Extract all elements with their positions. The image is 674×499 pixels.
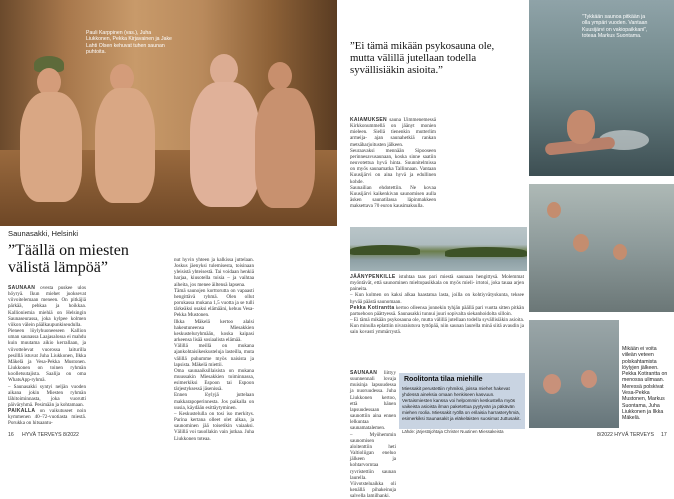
paragraph: Tämä saunojen korttorutta on vapaasti hengittävä ryhmä. Olen ollut porukassa mukana 1,5 vuotta ja se tulli tärkeäksi osaksi elämääni, kehuu Vesa-Pekka Mustonen.: [174, 287, 254, 319]
text-column-2: [174, 257, 254, 442]
paragraph: nut hyvin yhteen ja kalkissa juttelaan. Joskus jäenyksi tulemisesta, toisinaan yleisistä yhteisestä. Tai voidaan henkiä harjaa, kiusotella toisia – ja vaihtaa aiheita, jos menee äiltensä lapsena.: [174, 257, 254, 288]
paragraph: – Ei tämä mikään psykosauna ole, mutta välillä jutellaan todella syvällisiäkin asioita. Kun minulla eplattiin nivaraiutuva tyttöpää, niin saunan laurella minä siitä avaudin ja sain kovasti ymmärrystä.: [350, 317, 524, 336]
paragraph: SAUNAAN liittyy suunnennali lovaja muisinja lapsuudessa ja nuoruudessa. Juha Liukkonen kertoo, että hänen lapsuudessaan saunottiin aina ennen lelkuntaa saunamatalemen.: [350, 370, 396, 432]
info-box-title: Roolitonta tilaa miehille: [404, 376, 483, 383]
paragraph: Ilkka Mäkelä kertoo alalsi hakeutuneensa Miesakkien keskusteluryhmään, koska kaipasi arkeensa lisää sosiaalista elämää.: [174, 318, 254, 344]
paragraph: Ennen löylyjä juttelaan makkarapoperinnesta. Jos paikalla on uusia, käydään esittäytyminen.: [174, 392, 254, 411]
text-column-5: [350, 370, 396, 499]
text-column-3: [350, 117, 436, 225]
sauna-photo-caption: Pauli Karppinen (vas.), Juha Liukkonen, Pekka Kirjavainen ja Jake Lahti Olsen kehuvat tuhen saunan puhtoita.: [86, 30, 172, 56]
paragraph: SAUNAAN ovesta puskee ulos höyryä. Ikun miehet juoksevat viivoitelemaan meneen. On pitkäjiä pärkää, pehkaa ja hoikkaa. Kallioniemia miehiä on Helsingin Saunaseurassa, joka kylpee kolmen viikon välein päälkaupunkiseudulla.: [8, 285, 86, 328]
paragraph: KAIAMUKSEN sauna Uimmenemessä Kirkkonummellä on jäänyt monien mieleen. Siellä tienenkin mutterlim armeija- ajan saunahetkiä rankan metsäharjoitusten jälkeen.: [350, 117, 436, 148]
article-headline: ”Täällä on miesten välistä lämpöä”: [8, 242, 129, 276]
paragraph: Oma saunaaiksillaisista on mukana muussakin Miesakkien toiminnassa, esimerkiksi Espoon tai Espoon tärjestyksessä jäsenissä.: [174, 367, 254, 393]
page-number-left: 16: [8, 432, 14, 438]
pull-quote: ”Ei tämä mikään psykosauna ole, mutta välillä jutellaan todella syvällisiäkin asioita.”: [350, 40, 495, 77]
paragraph: PAIKALLA on vaikutuseet noin kymmenen 40–72-vuotiasta miestä. Porukka on hitsaantu-: [8, 408, 86, 427]
info-box-source: Lähde: järjestöjohtaja Christer Nuutinen Miessakeista: [402, 429, 504, 434]
text-column-4: [350, 274, 524, 368]
paragraph: Seuraavaksi mennään Sipooseen perinnesavusaunaan, koska sinne saatiin neuvotettua hyvä hinta. Suunnitelmissa on myös saunamatka Tallinnaan. Vantaan Kuusijärvi on aina hyvä ja edullinen kohde.: [350, 147, 436, 185]
text-column-2b: [258, 257, 334, 435]
magazine-footer-right: 8/2022 HYVÄ TERVEYS: [597, 432, 654, 438]
paragraph: Pekka Kotirantta kertoo olleensa jonnekin tyhjän päällä pari vuotta sitten pitkän partuehoon päättyessä. Saunasakki tunnui juuri sopivalta siekanhoidolta silloin.: [350, 304, 524, 317]
paragraph: – Myöhemmin saunomisen aloitenttiin heti Valtioliigan eneluo jälkeen ja kohtarvorntaa ryvristettiin saunan laurella. Viivotsteluaikka oli kenällä pihakeinuja salvella lamilhanki.: [350, 431, 396, 499]
paragraph: Välillä meillä on mukana ajankohtaisikeskusteluja lasteilla, muta välillä puhumme myös naisista ja lapsista. Mäkelä miettii.: [174, 343, 254, 368]
swimmers-photo-bottom: [529, 320, 619, 428]
page-number-right: 17: [661, 432, 667, 438]
paragraph: JÄÄNYPENKILLE istuhtaa taas pari miestä saunaan hengittysä. Molemmat myöntävät, että saunominen mieltopasikkala on myös mieli- irtotoi, joka tauaa arjen paineita.: [350, 274, 524, 293]
swimmers-photo-middle: [529, 184, 674, 312]
section-tag: Saunasakki, Helsinki: [8, 229, 79, 238]
lake-photo: [350, 227, 527, 271]
swimmers-photo-caption: Mikään ei voita viileän veteen polskahtamista löylyjen jälkeen. Pekka Kotirantta on menossa ulimaan. Meressä polskivat Vesa-Pekka Mustonen, Markus Suontama, Juha Liukkonen ja Ilkka Mäkelä.: [622, 346, 668, 422]
swimmer-photo-caption: ”Tykkään saunoa pitkään ja olla ympäri vuoden. Vantaan Kuusijärvi on vakiopaikkani”, toteaa Markus Suontama.: [582, 14, 648, 39]
text-column-1: [8, 285, 86, 435]
paragraph: Pieneen löylyhuoneeseen Kallion uman saunassa Laajasalossa ei mahdu kuin muutama aikio kerrallaan, ja viivottelevat vuorossa laiturilla pesilllä istuvat Juha Liukkonen, Ilkka Mäkelä ja Vesa-Pekka Mustonen. Liukkonen on toinen ryhmän koolletsutajista. Saalija on oma WhatsApp-ryhmä.: [8, 328, 86, 384]
info-box-text: Miessakit perustettiin ryhmiksi, joissa miehet hakevat yhdessä aineksia omaan henkiseen kasvuun. Vertaismiesten kanssa voi helpommin keskustella myös vaikeista asioista ilman paketettua pyytyvän ja päkävän miehen roolia. Miessakit ryöllä on erilaisia harrasteryhmiä, esimerkiksi Saunasakit ja eläkeläisten suosimat Juttusakit.: [402, 386, 521, 421]
paragraph: – Keskustelulla on tosi iso merkitys. Parina kertana olleet olet alkaa, ja saunominen jää toisetikin vaiaaksi. Välillä voi tauollakin vain jutkaa. Juha Liukkonen toteaa.: [174, 410, 254, 442]
paragraph: – Saunasakki syntyi neljän vuoden aikana jokin Miesten ryhmän lähitoiminnasta, joka vuorutti päiväryhmä. Pesimään ja kohtamaan.: [8, 383, 86, 408]
paragraph: Saunailian ehdotettiin. Ne kovaa Kuusijärvi kaikenkivan saunomisen aulla äsken saunatilassa läpinmakkeen maksettava 70 euron kausimaksulla.: [350, 184, 436, 210]
magazine-footer-left: HYVÄ TERVEYS 8/2022: [22, 432, 79, 438]
paragraph: – Kun kolmen on kaksi alkaa haastatua lasta, joilla on kohtiyvätyskunta, teksee hyvää päästä saunomaan.: [350, 292, 524, 305]
